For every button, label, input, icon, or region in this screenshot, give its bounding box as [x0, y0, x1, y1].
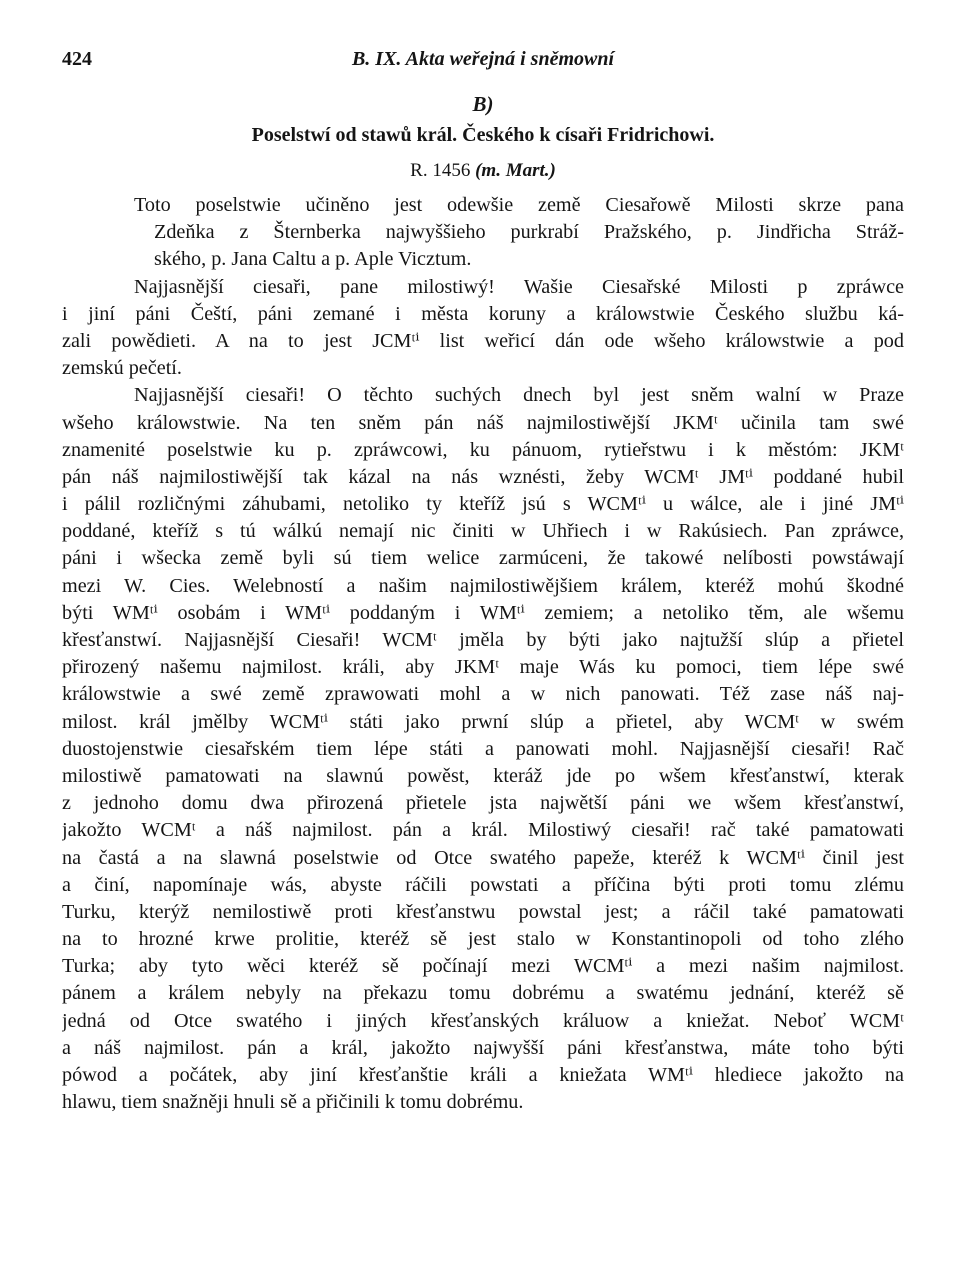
text-line: znamenité poselstwie ku p. zpráwcowi, ku pánuom, rytieřstwu i k městóm: JKMᵗ — [62, 438, 904, 461]
text-line: pówod a počátek, aby jiní křesťanštie králi a kniežata WMᵗⁱ hlediece jakožto na — [62, 1064, 904, 1086]
body-text — [62, 192, 904, 1116]
text-line: duostojenstwie ciesařském tiem lépe státi a panowati mohl. Najjasnější ciesaři! Rač — [62, 737, 904, 760]
text-line: pán náš najmilostiwější tak kázal na nás wznésti, žeby WCMᵗ JMᵗⁱ poddané hubil — [62, 465, 904, 488]
text-line: Najjasnější ciesaři! O těchto suchých dnech byl jest sněm walní w Praze — [134, 384, 904, 407]
section-letter: B) — [472, 92, 494, 116]
text-line: na častá a na slawná poselstwie od Otce swatého papeže, kteréž k WCMᵗⁱ činil jest — [62, 846, 904, 869]
text-line: Zdeňka z Šternberka najwyššieho purkrabí Pražského, p. Jindřicha Stráž- — [154, 221, 904, 244]
text-line: Turku, kterýž nemilostiwě proti křesťanstwu powstal jest; a ráčil také pamatowati — [62, 900, 904, 923]
document-heading: Poselstwí od stawů král. Českého k císaři Fridrichowi. — [251, 124, 715, 146]
text-line: zemskú pečetí. — [62, 357, 182, 380]
text-line: na to hrozné krwe prolitie, kteréž sě jest stalo w Konstantinopoli od toho zlého — [62, 928, 904, 951]
text-line: pánem a králem nebyly na překazu tomu dobrému a swatému jednání, kteréž sě — [62, 982, 904, 1005]
text-line: mezi W. Cies. Welebností a našim najmilostiwějšiem králem, kteréž mohú škodné — [62, 574, 904, 597]
text-line: Toto poselstwie učiněno jest odewšie země Ciesařowě Milosti skrze pana — [134, 194, 904, 216]
text-line: wšeho králowstwie. Na ten sněm pán náš najmilostiwější JKMᵗ učinila tam swé — [62, 411, 904, 434]
dateline — [62, 160, 904, 188]
text-line: Turka; aby tyto wěci kteréž sě počínají mezi WCMᵗⁱ a mezi našim najmilost. — [62, 955, 904, 978]
text-line: poddané, kteříž s tú wálkú nemají nic činiti w Uhřiech i w Rakúsiech. Pan zpráwce, — [62, 520, 904, 543]
text-line: býti WMᵗⁱ osobám i WMᵗⁱ poddaným i WMᵗⁱ zemiem; a netoliko těm, ale wšemu — [62, 601, 904, 624]
text-line: zali powědieti. A na to jest JCMᵗⁱ list weřicí dán ode wšeho králowstwie a pod — [62, 329, 904, 352]
running-title: B. IX. Akta weřejná i sněmowní — [351, 48, 615, 70]
text-line: milost. král jmělby WCMᵗⁱ státi jako prwní slúp a přietel, aby WCMᵗ w swém — [62, 710, 904, 733]
text-line: páni i wšecka země byli sú tiem welice zarmúceni, že takowé nelíbosti powstáwají — [62, 547, 904, 570]
text-line: a činí, napomínaje wás, abyste ráčili powstati a příčina býti proti tomu zlému — [62, 873, 904, 896]
dateline-month: (m. Mart.) — [475, 160, 556, 181]
dateline-year: R. 1456 — [410, 160, 476, 181]
text-line: z jednoho domu dwa přirozená přietele jsta najwětší páni we wšem křesťanstwí, — [62, 792, 904, 815]
text-line: milostiwě pamatowati na slawnú powěst, kteráž jde po wšem křesťanstwí, kterak — [62, 764, 904, 787]
text-line: i pálil rozličnými záhubami, netoliko ty kteříž jsú s WCMᵗⁱ u wálce, ale i jiné JMᵗⁱ — [62, 493, 904, 516]
text-line: křesťanstwí. Najjasnější Ciesaři! WCMᵗ jměla by býti jako najtužší slúp a přietel — [62, 629, 904, 651]
text-line: ského, p. Jana Caltu a p. Aple Vicztum. — [154, 248, 472, 271]
document-page — [62, 44, 904, 1116]
text-line: jedná od Otce swatého i jiných křesťanských králuow a kniežat. Neboť WCMᵗ — [62, 1009, 904, 1032]
text-line: i jiní páni Čeští, páni zemané i města koruny a králowstwie Českého službu ká- — [62, 302, 904, 325]
text-line: hlawu, tiem snažněji hnuli sě a přičinili k tomu dobrému. — [62, 1091, 524, 1114]
page-number: 424 — [62, 48, 92, 70]
running-head — [62, 44, 904, 78]
text-line: a náš najmilost. pán a král, jakožto najwyšší páni křesťanstwa, máte toho býti — [62, 1036, 904, 1059]
text-line: králowstwie a swé země zprawowati mohl a w nich panowati. Též zase náš naj- — [62, 683, 904, 706]
text-line: jakožto WCMᵗ a náš najmilost. pán a král. Milostiwý ciesaři! rač také pamatowati — [62, 819, 904, 842]
text-line: přirozený našemu najmilost. králi, aby JKMᵗ maje Wás ku pomoci, tiem lépe swé — [62, 656, 904, 679]
text-line: Najjasnější ciesaři, pane milostiwý! Wašie Ciesařské Milosti p zpráwce — [134, 275, 904, 298]
